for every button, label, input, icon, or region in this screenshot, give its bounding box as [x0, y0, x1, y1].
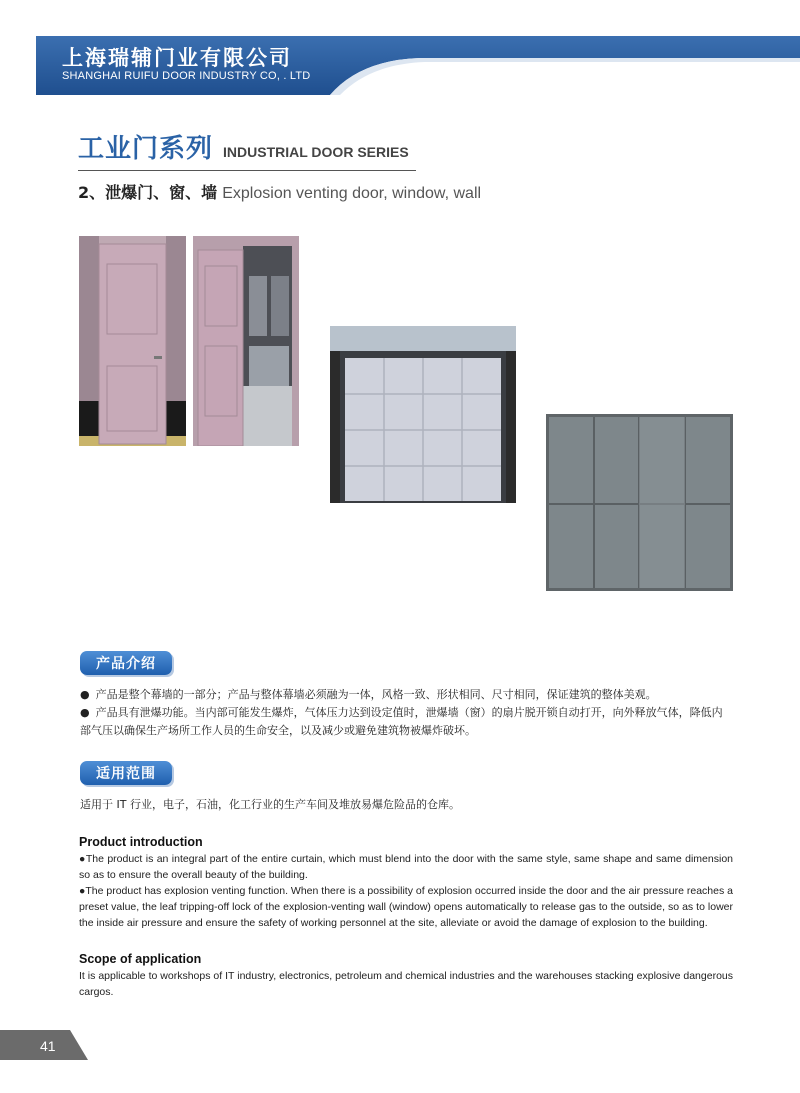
bullet-icon: ● [80, 688, 90, 701]
section-title [78, 128, 409, 165]
photo-door-open [193, 236, 299, 446]
subtitle-en: Explosion venting door, window, wall [222, 185, 482, 202]
section-divider [78, 170, 416, 171]
company-name-cn: 上海瑞辅门业有限公司 [62, 46, 292, 70]
photo-wall-panel [546, 414, 733, 591]
scope-cn-text: 适用于 IT 行业，电子，石油，化工行业的生产车间及堆放易爆危险品的仓库。 [80, 798, 460, 811]
intro-en-p2: ●The product has explosion venting function. When there is a possibility of explosion occurred inside the door and the air pressure reaches a preset value, the leaf tripping-off lock of the explosion-venting wall (window) opens automatically to release gas to the outside, so as to lower the inside air pressure and ensure the safety of working personnel at the site, alleviate or avoid the damage of explosion to the building. [79, 885, 733, 929]
intro-cn-text2: 产品具有泄爆功能。当内部可能发生爆炸，气体压力达到设定值时，泄爆墙（窗）的扇片脱开锁自动打开，向外释放气体，降低内部气压以确保生产场所工作人员的生命安全，以及减少或避免建筑物被爆炸破坏。 [80, 706, 723, 737]
scope-en-text: It is applicable to workshops of IT industry, electronics, petroleum and chemical industries and the warehouses stacking explosive dangerous cargos. [79, 970, 733, 998]
section-title-cn: 工业门系列 [78, 134, 214, 164]
section-subtitle [78, 180, 481, 203]
bullet-icon: ● [80, 706, 90, 719]
photo-window-panel [330, 326, 516, 503]
subtitle-cn: 2、泄爆门、窗、墙 [78, 183, 218, 202]
photo-door-closed [79, 236, 186, 446]
section-title-en: INDUSTRIAL DOOR SERIES [223, 144, 409, 160]
tab-scope-cn: 适用范围 [80, 761, 172, 785]
header-banner [0, 0, 800, 100]
page-number: 41 [40, 1038, 56, 1054]
company-name-en: SHANGHAI RUIFU DOOR INDUSTRY CO, . LTD [62, 70, 311, 82]
intro-cn-line2 [80, 704, 732, 740]
tab-product-intro-cn: 产品介绍 [80, 651, 172, 675]
intro-en-heading: Product introduction [79, 835, 203, 849]
intro-cn-text1: 产品是整个幕墙的一部分；产品与整体幕墙必须融为一体，风格一致、形状相同、尺寸相同，保证建筑的整体美观。 [95, 688, 657, 701]
intro-en-p1: ●The product is an integral part of the entire curtain, which must blend into the door with the same style, same shape and same dimension so as to ensure the overall beauty of the building. [79, 853, 733, 881]
intro-cn-line1 [80, 686, 732, 704]
scope-en-heading: Scope of application [79, 952, 202, 966]
